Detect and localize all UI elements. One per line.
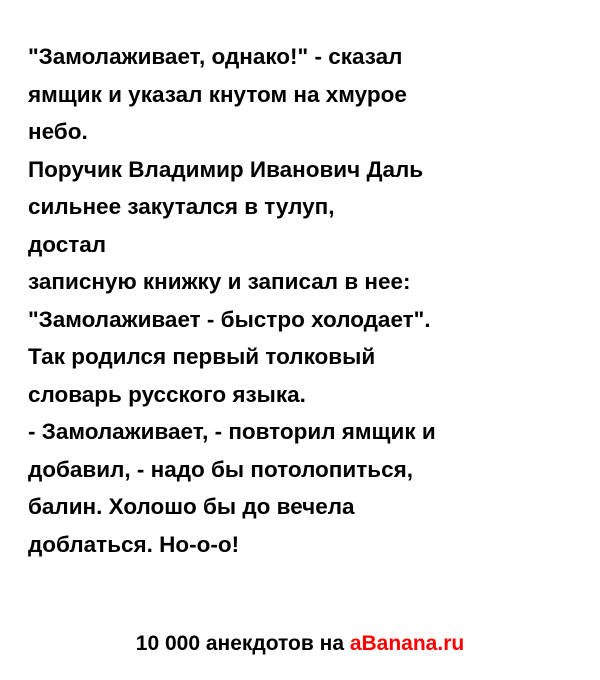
joke-line: "Замолаживает - быстро холодает". xyxy=(28,306,431,332)
joke-text-block xyxy=(28,38,576,563)
joke-line: балин. Холошо бы до вечела xyxy=(28,494,355,519)
joke-line: Поручик Владимир Иванович Даль xyxy=(28,156,424,182)
joke-line: достал xyxy=(28,231,107,257)
joke-line: словарь русского языка. xyxy=(28,381,306,407)
joke-line: добавил, - надо бы потолопиться, xyxy=(28,456,413,482)
footer xyxy=(0,630,600,658)
joke-line: записную книжку и записал в нее: xyxy=(28,269,411,294)
joke-line: - Замолаживает, - повторил ямщик и xyxy=(28,419,436,444)
joke-line: небо. xyxy=(28,119,88,144)
joke-line: сильнее закутался в тулуп, xyxy=(28,194,335,219)
footer-site-link[interactable]: aBanana.ru xyxy=(349,632,465,655)
joke-line: "Замолаживает, однако!" - сказал xyxy=(28,44,403,69)
joke-line: ямщик и указал кнутом на хмурое xyxy=(28,81,407,107)
joke-line: Так родился первый толковый xyxy=(28,344,376,369)
footer-caption: 10 000 анекдотов на xyxy=(135,632,350,655)
joke-line: доблаться. Но-о-о! xyxy=(28,531,240,557)
